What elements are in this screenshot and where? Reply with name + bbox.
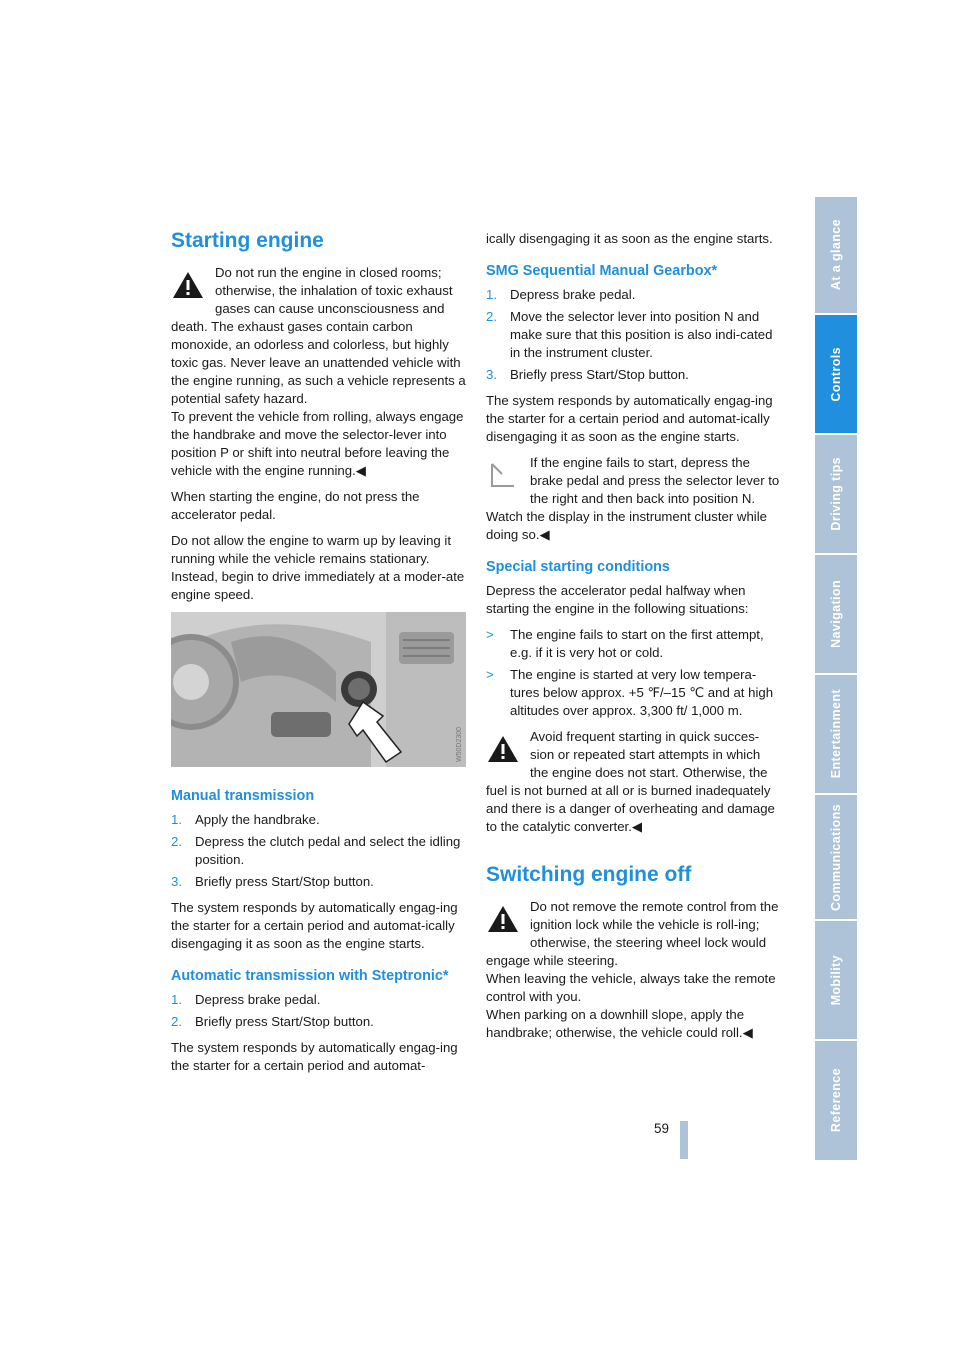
heading-manual-transmission: Manual transmission: [171, 788, 315, 804]
chapter-tabs: [815, 197, 857, 1160]
dashboard-illustration: [171, 612, 466, 767]
warning-text-2: To prevent the vehicle from rolling, always engage the handbrake and move the selector-lever into position P or shift into neutral before leaving the vehicle with the engine running.◀: [171, 409, 464, 478]
tab-navigation[interactable]: Navigation: [815, 555, 857, 673]
tab-driving-tips[interactable]: Driving tips: [815, 435, 857, 553]
smg-steps: [486, 286, 781, 384]
heading-automatic-transmission: Automatic transmission with Steptronic*: [171, 968, 449, 984]
paragraph: The system responds by automatically engag-ing the starter for a certain period and automat-: [171, 1040, 458, 1073]
paragraph: The system responds by automatically engag-ing the starter for a certain period and automat-ically disengaging it as soon as the engine starts.: [486, 393, 773, 444]
tab-reference[interactable]: Reference: [815, 1041, 857, 1160]
section-title-switching-off: Switching engine off: [486, 863, 692, 886]
paragraph-continued: ically disengaging it as soon as the engine starts.: [486, 231, 773, 246]
warning-triangle-icon: [486, 904, 520, 934]
paragraph: Depress the accelerator pedal halfway when starting the engine in the following situations:: [486, 583, 749, 616]
left-column: [171, 228, 466, 1083]
step-2: 2. Move the selector lever into position N and make sure that this position is also indi-cated in the instrument cluster.: [486, 309, 773, 360]
section-title-starting-engine: Starting engine: [171, 229, 324, 252]
automatic-steps: [171, 991, 466, 1031]
warning-text-2: When leaving the vehicle, always take the remote control with you.: [486, 971, 776, 1004]
step-1: 1. Apply the handbrake.: [171, 812, 320, 827]
warning-triangle-icon: [171, 270, 205, 300]
heading-smg: SMG Sequential Manual Gearbox*: [486, 263, 718, 279]
page-number-bar: [680, 1121, 688, 1159]
tab-mobility[interactable]: Mobility: [815, 921, 857, 1039]
photo-code: W50D2300: [456, 726, 463, 762]
warning-text: Do not remove the remote control from the ignition lock while the vehicle is roll-ing; otherwise, the steering wheel lock would engage while steering.: [486, 899, 779, 968]
tab-at-a-glance[interactable]: At a glance: [815, 197, 857, 313]
page-number: 59: [654, 1121, 670, 1136]
tab-controls[interactable]: Controls: [815, 315, 857, 433]
step-3: 3. Briefly press Start/Stop button.: [486, 367, 689, 382]
warning-triangle-icon: [486, 734, 520, 764]
paragraph: When starting the engine, do not press the accelerator pedal.: [171, 489, 420, 522]
special-bullets: [486, 626, 781, 720]
warning-text: Do not run the engine in closed rooms; otherwise, the inhalation of toxic exhaust gases can cause unconsciousness and death. The exhaust gases contain carbon monoxide, an odorless and colorless, but highly toxic gas. Never leave an unattended vehicle with the engine running, as such a vehicle represents a potential safety hazard.: [171, 265, 466, 406]
note-arrow-icon: [486, 460, 520, 490]
note-text: If the engine fails to start, depress the brake pedal and press the selector lever to the right and then back into position N. Watch the display in the instrument cluster while doing so.◀: [486, 455, 780, 542]
step-3: 3. Briefly press Start/Stop button.: [171, 874, 374, 889]
paragraph: The system responds by automatically engag-ing the starter for a certain period and automat-ically disengaging it as soon as the engine starts.: [171, 900, 458, 951]
tab-entertainment[interactable]: Entertainment: [815, 675, 857, 793]
step-1: 1. Depress brake pedal.: [171, 992, 321, 1007]
warning-text: Avoid frequent starting in quick succes-sion or repeated start attempts in which the engine does not start. Otherwise, the fuel is not burned at all or is burned inadequately and there is a danger of overheating and damage to the catalytic converter.◀: [486, 729, 775, 834]
step-1: 1. Depress brake pedal.: [486, 287, 636, 302]
warning-text-3: When parking on a downhill slope, apply the handbrake; otherwise, the vehicle could roll.◀: [486, 1007, 753, 1040]
bullet-item: > The engine is started at very low tempera-tures below approx. +5 ℉/–15 ℃ and at high altitudes over approx. 3,300 ft/ 1,000 m.: [486, 667, 774, 718]
manual-steps: [171, 811, 466, 891]
heading-special-starting: Special starting conditions: [486, 559, 670, 575]
warning-block: [486, 898, 781, 1042]
warning-block: [171, 264, 466, 480]
paragraph: Do not allow the engine to warm up by leaving it running while the vehicle remains stationary. Instead, begin to drive immediately at a moder-ate engine speed.: [171, 533, 465, 602]
warning-block: [486, 728, 781, 836]
right-column: [486, 230, 781, 1050]
start-stop-button-photo: [171, 612, 466, 767]
step-2: 2. Depress the clutch pedal and select the idling position.: [171, 834, 461, 867]
bullet-item: > The engine fails to start on the first attempt, e.g. if it is very hot or cold.: [486, 627, 764, 660]
step-2: 2. Briefly press Start/Stop button.: [171, 1014, 374, 1029]
tab-communications[interactable]: Communications: [815, 795, 857, 919]
note-block: [486, 454, 781, 544]
